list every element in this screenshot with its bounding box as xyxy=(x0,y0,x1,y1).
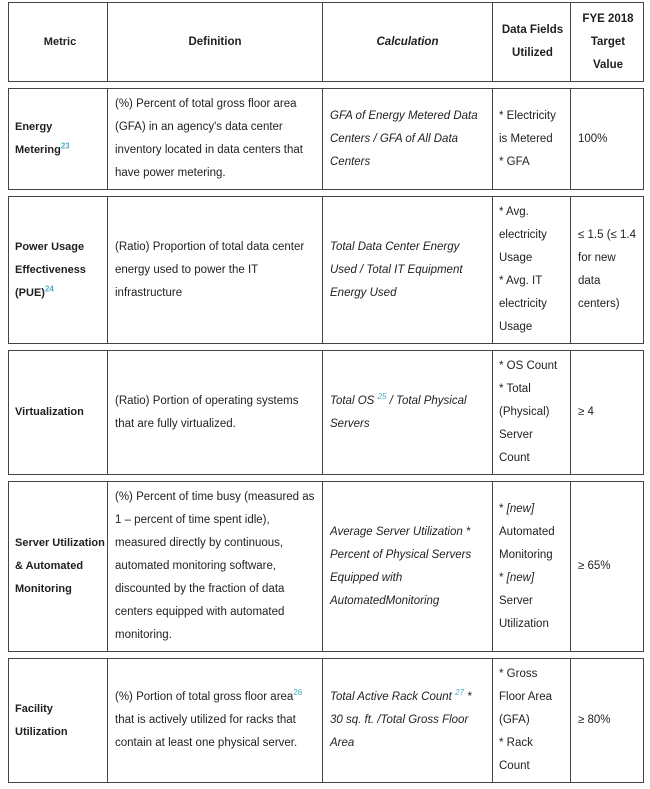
data-fields-cell xyxy=(493,350,571,475)
data-field-item: * [new] Automated Monitoring xyxy=(499,502,555,561)
header-cell-calculation xyxy=(323,2,493,82)
target-value-text: ≥ 4 xyxy=(578,406,594,418)
metric-cell xyxy=(8,88,108,190)
metric-line: Power Usage xyxy=(15,240,85,253)
metric-cell xyxy=(8,658,108,783)
footnote-ref: 23 xyxy=(60,141,70,151)
target-value-cell xyxy=(571,658,644,783)
data-fields-cell xyxy=(493,88,571,190)
data-field-item: * OS Count xyxy=(499,360,558,372)
metric-cell xyxy=(8,196,108,344)
italic-text: [new] xyxy=(506,571,535,584)
target-value-cell xyxy=(571,196,644,344)
calculation-text: Total Data Center Energy Used / Total IT Equipment Energy Used xyxy=(330,240,463,299)
footnote-ref: 26 xyxy=(293,688,303,698)
data-field-item: * Avg. electricity Usage xyxy=(499,206,547,264)
definition-cell xyxy=(108,481,323,652)
header-cell-metric xyxy=(8,2,108,82)
column-label: Definition xyxy=(188,35,242,48)
metrics-table xyxy=(8,2,644,789)
target-value-cell xyxy=(571,350,644,475)
table-body xyxy=(8,88,644,783)
table-row xyxy=(8,350,644,475)
target-value-text: ≥ 65% xyxy=(578,560,611,572)
metric-cell xyxy=(8,350,108,475)
target-value-cell xyxy=(571,481,644,652)
metric-line: & Automated xyxy=(15,560,84,572)
calculation-cell xyxy=(323,196,493,344)
header-cell-definition xyxy=(108,2,323,82)
definition-cell xyxy=(108,350,323,475)
data-field-item: * Avg. IT electricity Usage xyxy=(499,275,547,333)
table-row xyxy=(8,658,644,783)
calculation-cell xyxy=(323,350,493,475)
definition-cell xyxy=(108,658,323,783)
metric-line: Metering$^{23}$ xyxy=(15,141,70,156)
calculation-cell xyxy=(323,88,493,190)
data-field-item: * Gross Floor Area (GFA) xyxy=(499,668,553,726)
data-field-item: * GFA xyxy=(499,155,530,168)
data-field-item: * Total (Physical) Server Count xyxy=(499,383,550,464)
table-row xyxy=(8,481,644,652)
metric-cell xyxy=(8,481,108,652)
definition-text: (Ratio) Portion of operating systems that are fully virtualized. xyxy=(115,394,299,430)
metric-line: Facility xyxy=(15,702,53,715)
target-value-text: ≥ 80% xyxy=(578,714,611,726)
definition-text: (%) Percent of total gross floor area (GFA) in an agency's data center inventory located in data centers that have power metering. xyxy=(115,98,303,179)
table-row xyxy=(8,196,644,344)
data-fields-cell xyxy=(493,481,571,652)
metric-line: Server Utilization xyxy=(15,537,105,549)
table-row xyxy=(8,88,644,190)
metric-line: Virtualization xyxy=(15,406,84,418)
target-value-text: 100% xyxy=(578,132,608,145)
header-cell-data-fields xyxy=(493,2,571,82)
definition-cell xyxy=(108,196,323,344)
metric-line: Effectiveness xyxy=(15,263,86,276)
metric-line: Utilization xyxy=(15,725,68,738)
column-label: Data Fields Utilized xyxy=(501,24,564,59)
data-field-item: * Electricity is Metered xyxy=(499,109,556,145)
metric-line: Energy xyxy=(15,121,53,133)
metric-line: Monitoring xyxy=(15,583,72,595)
italic-text: [new] xyxy=(506,502,535,515)
data-fields-cell xyxy=(493,658,571,783)
target-value-text: ≤ 1.5 (≤ 1.4 for new data centers) xyxy=(578,229,637,310)
definition-text: (Ratio) Proportion of total data center energy used to power the IT infrastructure xyxy=(115,240,305,299)
data-field-item: * Rack Count xyxy=(499,737,533,772)
footnote-ref: 24 xyxy=(44,283,54,293)
calculation-cell xyxy=(323,658,493,783)
column-label: Metric xyxy=(43,35,77,48)
column-label: FYE 2018 Target Value xyxy=(582,12,634,71)
calculation-cell xyxy=(323,481,493,652)
data-fields-cell xyxy=(493,196,571,344)
definition-text: (%) Percent of time busy (measured as 1 – percent of time spent idle), measured directly by continuous, automated monitoring software, discounted by the fraction of data centers equipped with automated monitoring. xyxy=(115,491,315,641)
calculation-text: Total Active Rack Count $^{27}$ * 30 sq. ft. /Total Gross Floor Area xyxy=(330,688,472,749)
data-field-item: * [new] Server Utilization xyxy=(499,571,549,630)
footnote-ref: 25 xyxy=(377,391,387,401)
target-value-cell xyxy=(571,88,644,190)
header-row xyxy=(8,2,644,82)
calculation-text: GFA of Energy Metered Data Centers / GFA of All Data Centers xyxy=(330,109,478,168)
calculation-text: Total OS $^{25}$ / Total Physical Servers xyxy=(330,391,467,430)
definition-cell xyxy=(108,88,323,190)
definition-text: (%) Portion of total gross floor area$^{26}$ that is actively utilized for racks that contain at least one physical server. xyxy=(115,688,303,749)
calculation-text: Average Server Utilization * Percent of Physical Servers Equipped with AutomatedMonitoring xyxy=(330,525,472,607)
column-label: Calculation xyxy=(376,35,439,48)
metric-line: (PUE)$^{24}$ xyxy=(15,283,54,299)
footnote-ref: 27 xyxy=(455,688,464,698)
header-cell-target xyxy=(571,2,644,82)
